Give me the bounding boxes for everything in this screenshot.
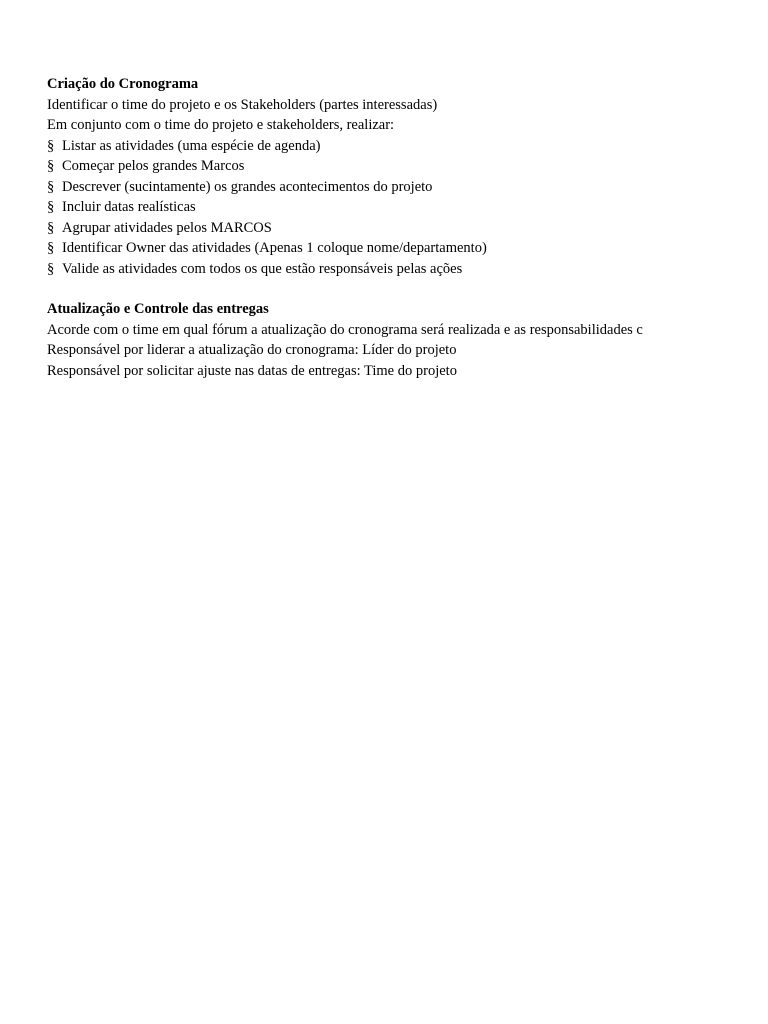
bullet-item <box>47 218 661 239</box>
text-line: Responsável por liderar a atualização do cronograma: Líder do projeto <box>47 342 457 358</box>
section-heading-atualizacao: Atualização e Controle das entregas <box>47 301 269 317</box>
document-page <box>47 74 661 381</box>
text-line: Acorde com o time em qual fórum a atualização do cronograma será realizada e as responsabilidades c <box>47 321 643 338</box>
section-sign-bullet-icon: § <box>47 178 55 195</box>
bullet-text: Descrever (sucintamente) os grandes acontecimentos do projeto <box>62 178 433 195</box>
bullet-text: Identificar Owner das atividades (Apenas 1 coloque nome/departamento) <box>62 240 487 256</box>
bullet-item <box>47 238 661 259</box>
section-heading-cronograma: Criação do Cronograma <box>47 76 199 92</box>
section-sign-bullet-icon: § <box>47 199 55 215</box>
section-spacer <box>47 279 661 299</box>
text-line: Identificar o time do projeto e os Stakeholders (partes interessadas) <box>47 96 438 113</box>
bullet-item <box>47 136 661 157</box>
bullet-text: Começar pelos grandes Marcos <box>62 158 245 174</box>
bullet-item <box>47 259 661 280</box>
section-sign-bullet-icon: § <box>47 260 55 277</box>
section-sign-bullet-icon: § <box>47 240 55 256</box>
text-line: Responsável por solicitar ajuste nas datas de entregas: Time do projeto <box>47 362 457 379</box>
bullet-item <box>47 156 661 177</box>
bullet-item <box>47 177 661 198</box>
bullet-item <box>47 197 661 218</box>
bullet-text: Agrupar atividades pelos MARCOS <box>62 219 272 236</box>
section-sign-bullet-icon: § <box>47 158 55 174</box>
text-line: Em conjunto com o time do projeto e stakeholders, realizar: <box>47 117 395 133</box>
section-sign-bullet-icon: § <box>47 137 55 154</box>
bullet-text: Incluir datas realísticas <box>62 199 196 215</box>
bullet-text: Valide as atividades com todos os que estão responsáveis pelas ações <box>62 260 463 277</box>
bullet-text: Listar as atividades (uma espécie de agenda) <box>62 137 321 154</box>
section-sign-bullet-icon: § <box>47 219 55 236</box>
